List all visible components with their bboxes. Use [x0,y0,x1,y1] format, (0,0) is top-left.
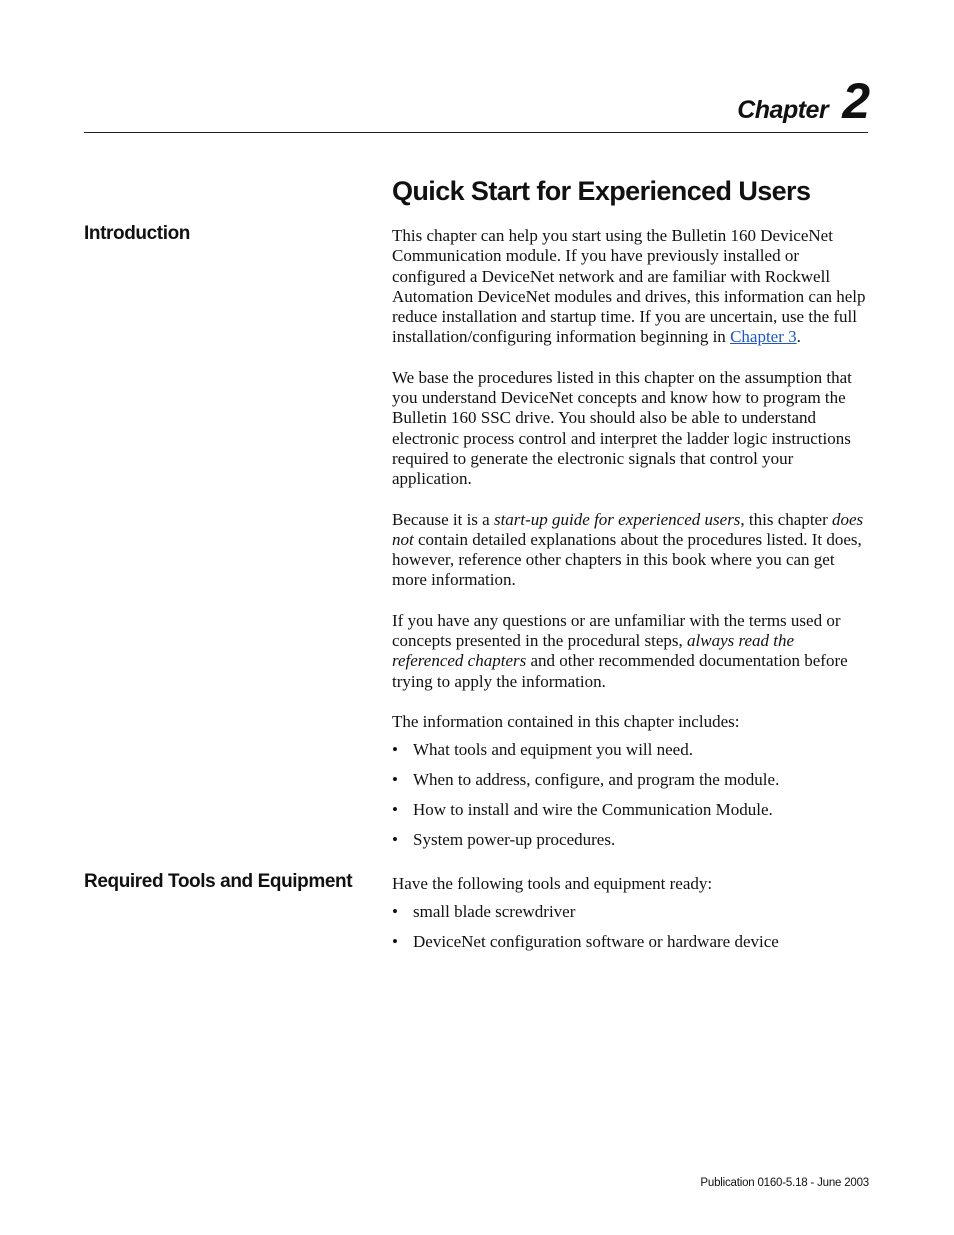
intro-p3-em2: does not [392,509,864,549]
intro-p1-end: . [796,327,801,347]
chapter-label: Chapter [737,96,829,124]
chapter-3-link[interactable]: Chapter 3 [730,327,797,347]
intro-p3-b: , this chapter [740,509,833,529]
page-title: Quick Start for Experienced Users [392,176,811,206]
chapter-header [737,73,870,129]
intro-p3-a: Because it is a [392,509,494,529]
intro-p4-a: If you have any questions or are unfamiliar with the terms used or concepts presented in the procedural steps, [392,610,841,651]
list-item: • How to install and wire the Communication Module. [392,800,868,820]
tools-intro: Have the following tools and equipment ready: [392,874,713,893]
list-item: • DeviceNet configuration software or hardware device [392,932,868,952]
chapter-number: 2 [842,73,870,129]
intro-p3-c: contain detailed explanations about the procedures listed. It does, however, reference other chapters in this book where you can get more information. [392,529,862,590]
intro-bullet-list [392,740,868,850]
intro-p1-text: This chapter can help you start using the Bulletin 160 DeviceNet Communication module. If you have previously installed or configured a DeviceNet network and are familiar with Rockwell Automation DeviceNet modules and drives, this information can help reduce installation and startup time. If you are uncertain, use the full installation/configuring information beginning in [392,226,866,347]
intro-p4-b: and other recommended documentation before trying to apply the information. [392,651,848,691]
intro-paragraph-1 [392,226,868,348]
required-tools-body [392,874,868,962]
introduction-heading: Introduction [84,223,191,244]
list-item: • When to address, configure, and program the module. [392,770,868,790]
list-item: • System power-up procedures. [392,830,868,850]
tools-bullet-list [392,902,868,952]
list-item: • small blade screwdriver [392,902,868,922]
list-item: • What tools and equipment you will need. [392,740,868,760]
required-tools-heading: Required Tools and Equipment [84,871,353,892]
header-rule [84,132,868,133]
intro-paragraph-3 [392,510,868,591]
intro-paragraph-5: The information contained in this chapter includes: [392,711,740,731]
intro-paragraph-4 [392,611,868,692]
intro-paragraph-2: We base the procedures listed in this chapter on the assumption that you understand DeviceNet concepts and know how to program the Bulletin 160 SSC drive. You should also be able to understand electronic process control and interpret the ladder logic instructions required to generate the electronic signals that control your application. [392,367,852,489]
publication-footer: Publication 0160-5.18 - June 2003 [700,1177,869,1189]
introduction-body [392,226,868,859]
intro-p4-em: always read the referenced chapters [392,631,795,671]
intro-p3-em1: start-up guide for experienced users [493,509,741,529]
